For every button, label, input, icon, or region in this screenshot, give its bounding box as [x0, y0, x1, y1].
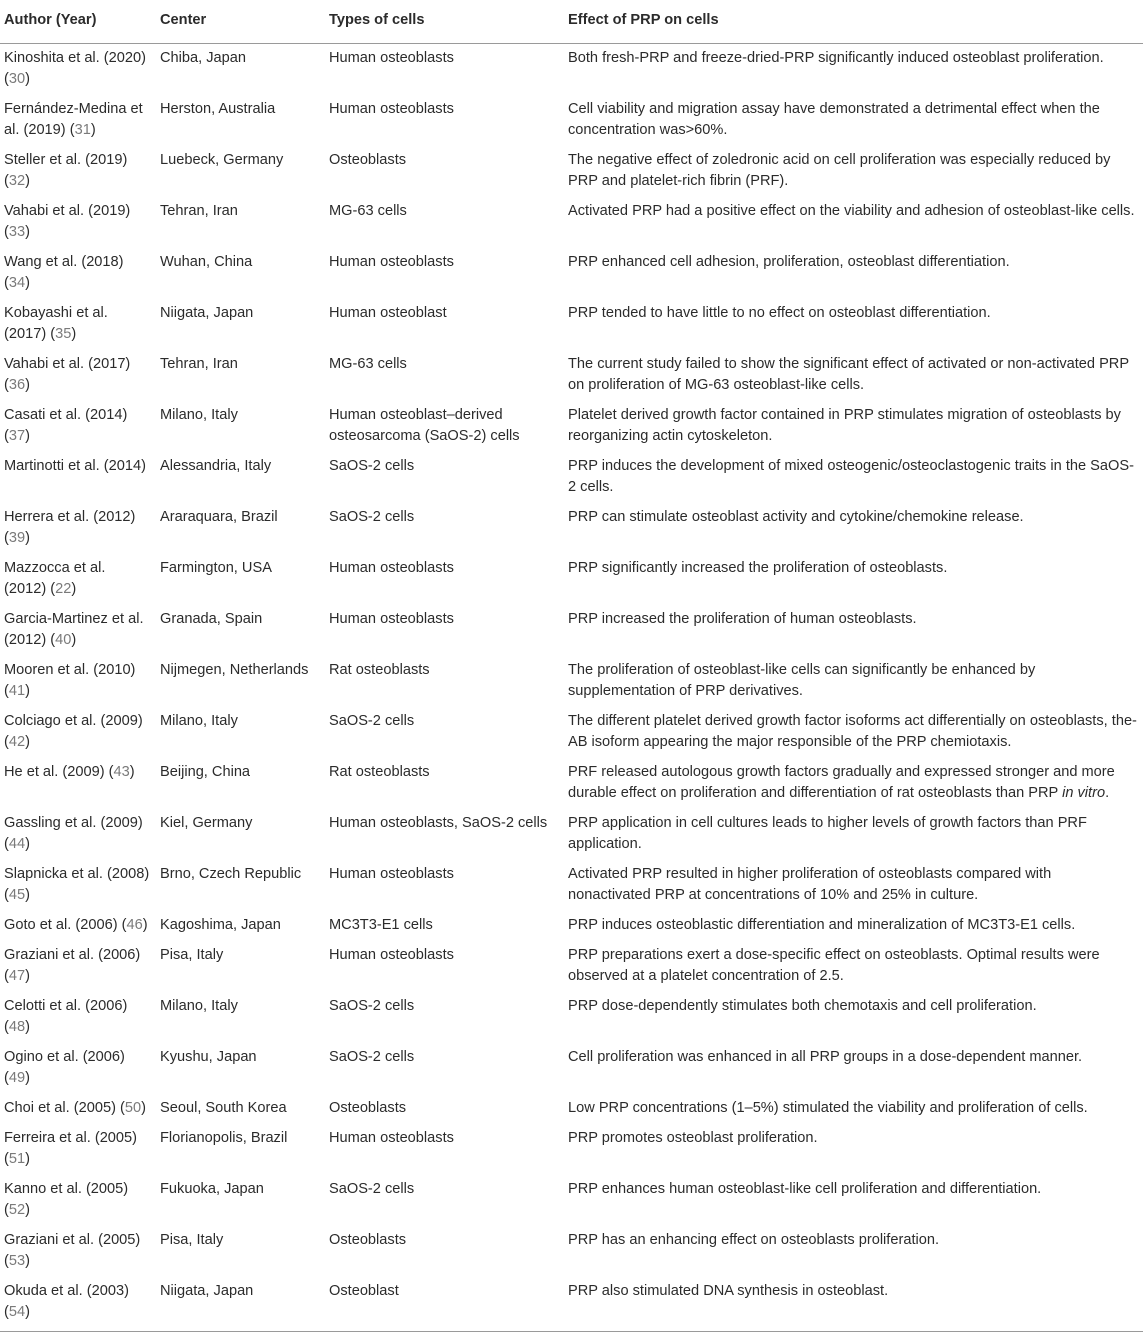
table-row — [0, 503, 1143, 554]
cell-center: Herston, Australia — [160, 101, 276, 117]
author-text: Goto et al. (2006) ( — [4, 917, 127, 933]
author-text: Vahabi et al. (2019) ( — [4, 203, 131, 240]
cell-center: Farmington, USA — [160, 560, 272, 576]
reference-link[interactable]: 51 — [8, 1151, 26, 1167]
reference-link[interactable]: 36 — [8, 377, 26, 393]
header-author-year: Author (Year) — [0, 0, 156, 44]
reference-link[interactable]: 47 — [8, 968, 26, 984]
cell-center: Niigata, Japan — [160, 305, 254, 321]
author-text: Herrera et al. (2012) ( — [4, 509, 136, 546]
cell-center: Kagoshima, Japan — [160, 917, 281, 933]
cell-types-of-cells: Human osteoblasts — [329, 611, 454, 627]
reference-link[interactable]: 54 — [8, 1304, 26, 1320]
cell-author-year — [0, 1175, 156, 1226]
reference-link[interactable]: 45 — [8, 887, 26, 903]
table-row — [0, 401, 1143, 452]
cell-types-of-cells: Osteoblast — [329, 1283, 399, 1299]
cell-author-year — [0, 146, 156, 197]
cell-effect — [564, 1226, 1143, 1277]
table-row — [0, 992, 1143, 1043]
cell-center: Niigata, Japan — [160, 1283, 254, 1299]
cell-author-year — [0, 350, 156, 401]
cell-center: Kiel, Germany — [160, 815, 253, 831]
cell-center: Chiba, Japan — [160, 50, 247, 66]
effect-text: PRP induces the development of mixed osteogenic/osteoclastogenic traits in the SaOS-2 cells. — [568, 458, 1134, 495]
author-text: He et al. (2009) ( — [4, 764, 114, 780]
cell-center: Tehran, Iran — [160, 203, 238, 219]
cell-types-of-cells: Human osteoblasts — [329, 560, 454, 576]
table-row — [0, 1175, 1143, 1226]
cell-effect — [564, 248, 1143, 299]
cell-types-of-cells: MG-63 cells — [329, 356, 407, 372]
reference-close: ) — [25, 377, 30, 393]
cell-effect — [564, 1043, 1143, 1094]
cell-center: Brno, Czech Republic — [160, 866, 302, 882]
reference-close: ) — [25, 224, 30, 240]
table-row — [0, 452, 1143, 503]
cell-author-year — [0, 95, 156, 146]
author-text: Casati et al. (2014) ( — [4, 407, 128, 444]
table-row — [0, 605, 1143, 656]
author-text: Slapnicka et al. (2008) ( — [4, 866, 150, 903]
table-row — [0, 1277, 1143, 1332]
cell-effect — [564, 401, 1143, 452]
cell-center: Milano, Italy — [160, 713, 238, 729]
cell-center: Beijing, China — [160, 764, 251, 780]
cell-effect — [564, 1277, 1143, 1332]
reference-close: ) — [25, 428, 30, 444]
reference-link[interactable]: 40 — [55, 632, 72, 648]
reference-link[interactable]: 34 — [8, 275, 26, 291]
reference-link[interactable]: 46 — [126, 917, 143, 933]
effect-text: PRP increased the proliferation of human osteoblasts. — [568, 611, 917, 627]
effect-text: PRF released autologous growth factors gradually and expressed stronger and more durable effect on proliferation and differentiation of rat osteoblasts than PRP — [568, 764, 1115, 801]
author-text: Okuda et al. (2003) ( — [4, 1283, 129, 1320]
table-row — [0, 197, 1143, 248]
reference-link[interactable]: 44 — [8, 836, 26, 852]
table-row — [0, 656, 1143, 707]
effect-text: PRP enhanced cell adhesion, proliferation, osteoblast differentiation. — [568, 254, 1010, 270]
cell-author-year — [0, 992, 156, 1043]
cell-author-year — [0, 248, 156, 299]
author-text: Mooren et al. (2010) ( — [4, 662, 136, 699]
table-row — [0, 809, 1143, 860]
cell-effect — [564, 350, 1143, 401]
table-row — [0, 1124, 1143, 1175]
table-row — [0, 554, 1143, 605]
table-row — [0, 1226, 1143, 1277]
cell-types-of-cells: Human osteoblasts — [329, 1130, 454, 1146]
cell-effect — [564, 605, 1143, 656]
reference-close: ) — [129, 764, 135, 780]
effect-text: PRP also stimulated DNA synthesis in osteoblast. — [568, 1283, 889, 1299]
reference-link[interactable]: 37 — [8, 428, 26, 444]
effect-text: The different platelet derived growth factor isoforms act differentially on osteoblasts, the-AB isoform appearing the major responsible of the PRP chemiotaxis. — [568, 713, 1137, 750]
table-row — [0, 911, 1143, 941]
effect-text: Cell proliferation was enhanced in all PRP groups in a dose-dependent manner. — [568, 1049, 1083, 1065]
cell-effect — [564, 1124, 1143, 1175]
cell-center: Tehran, Iran — [160, 356, 238, 372]
reference-link[interactable]: 53 — [8, 1253, 26, 1269]
cell-author-year — [0, 656, 156, 707]
effect-text: PRP dose-dependently stimulates both chemotaxis and cell proliferation. — [568, 998, 1037, 1014]
effect-text: PRP promotes osteoblast proliferation. — [568, 1130, 818, 1146]
author-text: Graziani et al. (2005) ( — [4, 1232, 141, 1269]
reference-close: ) — [25, 71, 30, 87]
header-effect-of-prp: Effect of PRP on cells — [564, 0, 1143, 44]
cell-types-of-cells: Osteoblasts — [329, 1100, 407, 1116]
cell-types-of-cells: SaOS-2 cells — [329, 998, 415, 1014]
cell-types-of-cells: SaOS-2 cells — [329, 713, 415, 729]
author-text: Gassling et al. (2009) ( — [4, 815, 143, 852]
cell-types-of-cells: Rat osteoblasts — [329, 662, 430, 678]
cell-author-year — [0, 941, 156, 992]
effect-text: PRP significantly increased the proliferation of osteoblasts. — [568, 560, 948, 576]
reference-link[interactable]: 35 — [55, 326, 72, 342]
cell-effect — [564, 503, 1143, 554]
author-text: Kanno et al. (2005) ( — [4, 1181, 129, 1218]
effect-text: PRP has an enhancing effect on osteoblasts proliferation. — [568, 1232, 940, 1248]
cell-author-year — [0, 707, 156, 758]
author-text: Wang et al. (2018) ( — [4, 254, 124, 291]
effect-end-text: . — [1105, 785, 1110, 801]
cell-types-of-cells: SaOS-2 cells — [329, 509, 415, 525]
author-text: Graziani et al. (2006) ( — [4, 947, 141, 984]
table-row — [0, 860, 1143, 911]
cell-center: Florianopolis, Brazil — [160, 1130, 288, 1146]
effect-text: PRP preparations exert a dose-specific effect on osteoblasts. Optimal results were observed at a platelet concentration of 2.5. — [568, 947, 1100, 984]
cell-center: Fukuoka, Japan — [160, 1181, 264, 1197]
reference-close: ) — [25, 1253, 30, 1269]
reference-close: ) — [25, 734, 30, 750]
cell-types-of-cells: Human osteoblast — [329, 305, 447, 321]
reference-link[interactable]: 52 — [8, 1202, 26, 1218]
cell-effect — [564, 992, 1143, 1043]
cell-author-year — [0, 1094, 156, 1124]
cell-types-of-cells: Rat osteoblasts — [329, 764, 430, 780]
cell-center: Luebeck, Germany — [160, 152, 284, 168]
cell-center: Pisa, Italy — [160, 947, 224, 963]
author-text: Mazzocca et al. (2012) ( — [4, 560, 106, 597]
reference-link[interactable]: 30 — [8, 71, 26, 87]
effect-text: Low PRP concentrations (1–5%) stimulated the viability and proliferation of cells. — [568, 1100, 1088, 1116]
reference-close: ) — [71, 581, 77, 597]
cell-effect — [564, 1175, 1143, 1226]
author-text: Fernández-Medina et al. (2019) ( — [4, 101, 143, 138]
cell-center: Seoul, South Korea — [160, 1100, 287, 1116]
effect-text: Activated PRP had a positive effect on the viability and adhesion of osteoblast-like cells. — [568, 203, 1135, 219]
table-row — [0, 941, 1143, 992]
reference-close: ) — [25, 1151, 30, 1167]
cell-center: Milano, Italy — [160, 407, 238, 423]
reference-link[interactable]: 33 — [8, 224, 26, 240]
cell-types-of-cells: Osteoblasts — [329, 1232, 407, 1248]
reference-link[interactable]: 22 — [55, 581, 72, 597]
cell-effect — [564, 941, 1143, 992]
reference-close: ) — [141, 1100, 146, 1116]
author-text: Kinoshita et al. (2020) ( — [4, 50, 146, 87]
reference-close: ) — [71, 632, 77, 648]
cell-effect — [564, 44, 1143, 96]
reference-close: ) — [25, 1304, 30, 1320]
cell-types-of-cells: SaOS-2 cells — [329, 1181, 415, 1197]
cell-author-year — [0, 1277, 156, 1332]
table-row — [0, 758, 1143, 809]
cell-effect — [564, 860, 1143, 911]
cell-center: Alessandria, Italy — [160, 458, 272, 474]
cell-author-year — [0, 1124, 156, 1175]
reference-close: ) — [25, 683, 30, 699]
reference-link[interactable]: 43 — [113, 764, 130, 780]
effect-italic-text: in vitro — [1062, 785, 1106, 801]
cell-author-year — [0, 1043, 156, 1094]
cell-author-year — [0, 605, 156, 656]
reference-link[interactable]: 42 — [8, 734, 26, 750]
table-row — [0, 146, 1143, 197]
reference-link[interactable]: 50 — [124, 1100, 142, 1116]
cell-effect — [564, 1094, 1143, 1124]
table-row — [0, 95, 1143, 146]
cell-effect — [564, 911, 1143, 941]
cell-center: Milano, Italy — [160, 998, 238, 1014]
cell-author-year — [0, 503, 156, 554]
reference-close: ) — [71, 326, 77, 342]
cell-center: Araraquara, Brazil — [160, 509, 278, 525]
reference-link[interactable]: 41 — [8, 683, 26, 699]
table-row — [0, 1094, 1143, 1124]
effect-text: Activated PRP resulted in higher proliferation of osteoblasts compared with nonactivated PRP at concentrations of 10% and 25% in culture. — [568, 866, 1052, 903]
header-center: Center — [156, 0, 325, 44]
cell-author-year — [0, 1226, 156, 1277]
effect-text: The current study failed to show the significant effect of activated or non-activated PRP on proliferation of MG-63 osteoblast-like cells. — [568, 356, 1129, 393]
effect-text: PRP application in cell cultures leads to higher levels of growth factors than PRF application. — [568, 815, 1087, 852]
cell-author-year — [0, 809, 156, 860]
cell-effect — [564, 809, 1143, 860]
cell-effect — [564, 452, 1143, 503]
author-text: Kobayashi et al. (2017) ( — [4, 305, 108, 342]
table-row — [0, 44, 1143, 96]
cell-effect — [564, 554, 1143, 605]
table-row — [0, 707, 1143, 758]
effect-text: Both fresh-PRP and freeze-dried-PRP significantly induced osteoblast proliferation. — [568, 50, 1104, 66]
effect-text: Platelet derived growth factor contained in PRP stimulates migration of osteoblasts by reorganizing actin cytoskeleton. — [568, 407, 1121, 444]
table-row — [0, 248, 1143, 299]
cell-author-year — [0, 554, 156, 605]
author-text: Vahabi et al. (2017) ( — [4, 356, 131, 393]
cell-types-of-cells: Human osteoblast–derived osteosarcoma (SaOS-2) cells — [329, 407, 520, 444]
author-text: Martinotti et al. (2014) — [4, 458, 146, 474]
cell-types-of-cells: Osteoblasts — [329, 152, 407, 168]
reference-close: ) — [25, 1019, 30, 1035]
author-text: Colciago et al. (2009) ( — [4, 713, 143, 750]
cell-effect — [564, 95, 1143, 146]
cell-center: Pisa, Italy — [160, 1232, 224, 1248]
cell-effect — [564, 707, 1143, 758]
cell-types-of-cells: Human osteoblasts — [329, 50, 454, 66]
cell-author-year — [0, 860, 156, 911]
reference-close: ) — [90, 122, 96, 138]
table-row — [0, 350, 1143, 401]
table-row — [0, 299, 1143, 350]
reference-close: ) — [142, 917, 148, 933]
effect-text: PRP enhances human osteoblast-like cell proliferation and differentiation. — [568, 1181, 1042, 1197]
table-row — [0, 1043, 1143, 1094]
cell-types-of-cells: MG-63 cells — [329, 203, 407, 219]
reference-close: ) — [25, 887, 30, 903]
header-types-of-cells: Types of cells — [325, 0, 564, 44]
cell-author-year — [0, 911, 156, 941]
cell-types-of-cells: Human osteoblasts — [329, 101, 454, 117]
effect-text: PRP induces osteoblastic differentiation and mineralization of MC3T3-E1 cells. — [568, 917, 1076, 933]
author-text: Choi et al. (2005) ( — [4, 1100, 125, 1116]
cell-author-year — [0, 299, 156, 350]
reference-link[interactable]: 49 — [8, 1070, 26, 1086]
cell-types-of-cells: Human osteoblasts — [329, 866, 454, 882]
cell-effect — [564, 197, 1143, 248]
effect-text: PRP tended to have little to no effect on osteoblast differentiation. — [568, 305, 991, 321]
author-text: Garcia-Martinez et al. (2012) ( — [4, 611, 144, 648]
cell-center: Granada, Spain — [160, 611, 263, 627]
reference-link[interactable]: 31 — [74, 122, 91, 138]
cell-types-of-cells: Human osteoblasts, SaOS-2 cells — [329, 815, 548, 831]
cell-types-of-cells: SaOS-2 cells — [329, 1049, 415, 1065]
reference-close: ) — [25, 530, 30, 546]
reference-close: ) — [25, 1202, 30, 1218]
reference-link[interactable]: 32 — [8, 173, 26, 189]
author-text: Steller et al. (2019) ( — [4, 152, 128, 189]
effect-text: Cell viability and migration assay have demonstrated a detrimental effect when the concentration was>60%. — [568, 101, 1100, 138]
author-text: Celotti et al. (2006) ( — [4, 998, 128, 1035]
effect-text: The negative effect of zoledronic acid on cell proliferation was especially reduced by PRP and platelet-rich fibrin (PRF). — [568, 152, 1111, 189]
cell-center: Wuhan, China — [160, 254, 253, 270]
reference-link[interactable]: 48 — [8, 1019, 26, 1035]
reference-close: ) — [25, 836, 30, 852]
cell-types-of-cells: SaOS-2 cells — [329, 458, 415, 474]
reference-close: ) — [25, 1070, 30, 1086]
table-body — [0, 44, 1143, 1332]
cell-center: Nijmegen, Netherlands — [160, 662, 309, 678]
cell-effect — [564, 758, 1143, 809]
effect-text: The proliferation of osteoblast-like cells can significantly be enhanced by supplementation of PRP derivatives. — [568, 662, 1036, 699]
cell-author-year — [0, 197, 156, 248]
cell-effect — [564, 299, 1143, 350]
reference-close: ) — [25, 968, 30, 984]
cell-author-year — [0, 44, 156, 96]
table-header-row — [0, 0, 1143, 44]
cell-center: Kyushu, Japan — [160, 1049, 257, 1065]
author-text: Ogino et al. (2006) ( — [4, 1049, 125, 1086]
author-text: Ferreira et al. (2005) ( — [4, 1130, 138, 1167]
cell-effect — [564, 656, 1143, 707]
effect-text: PRP can stimulate osteoblast activity and cytokine/chemokine release. — [568, 509, 1024, 525]
cell-types-of-cells: Human osteoblasts — [329, 254, 454, 270]
reference-close: ) — [25, 275, 30, 291]
reference-close: ) — [25, 173, 30, 189]
cell-types-of-cells: MC3T3-E1 cells — [329, 917, 433, 933]
cell-types-of-cells: Human osteoblasts — [329, 947, 454, 963]
cell-author-year — [0, 452, 156, 503]
cell-effect — [564, 146, 1143, 197]
cell-author-year — [0, 401, 156, 452]
cell-author-year — [0, 758, 156, 809]
reference-link[interactable]: 39 — [8, 530, 26, 546]
